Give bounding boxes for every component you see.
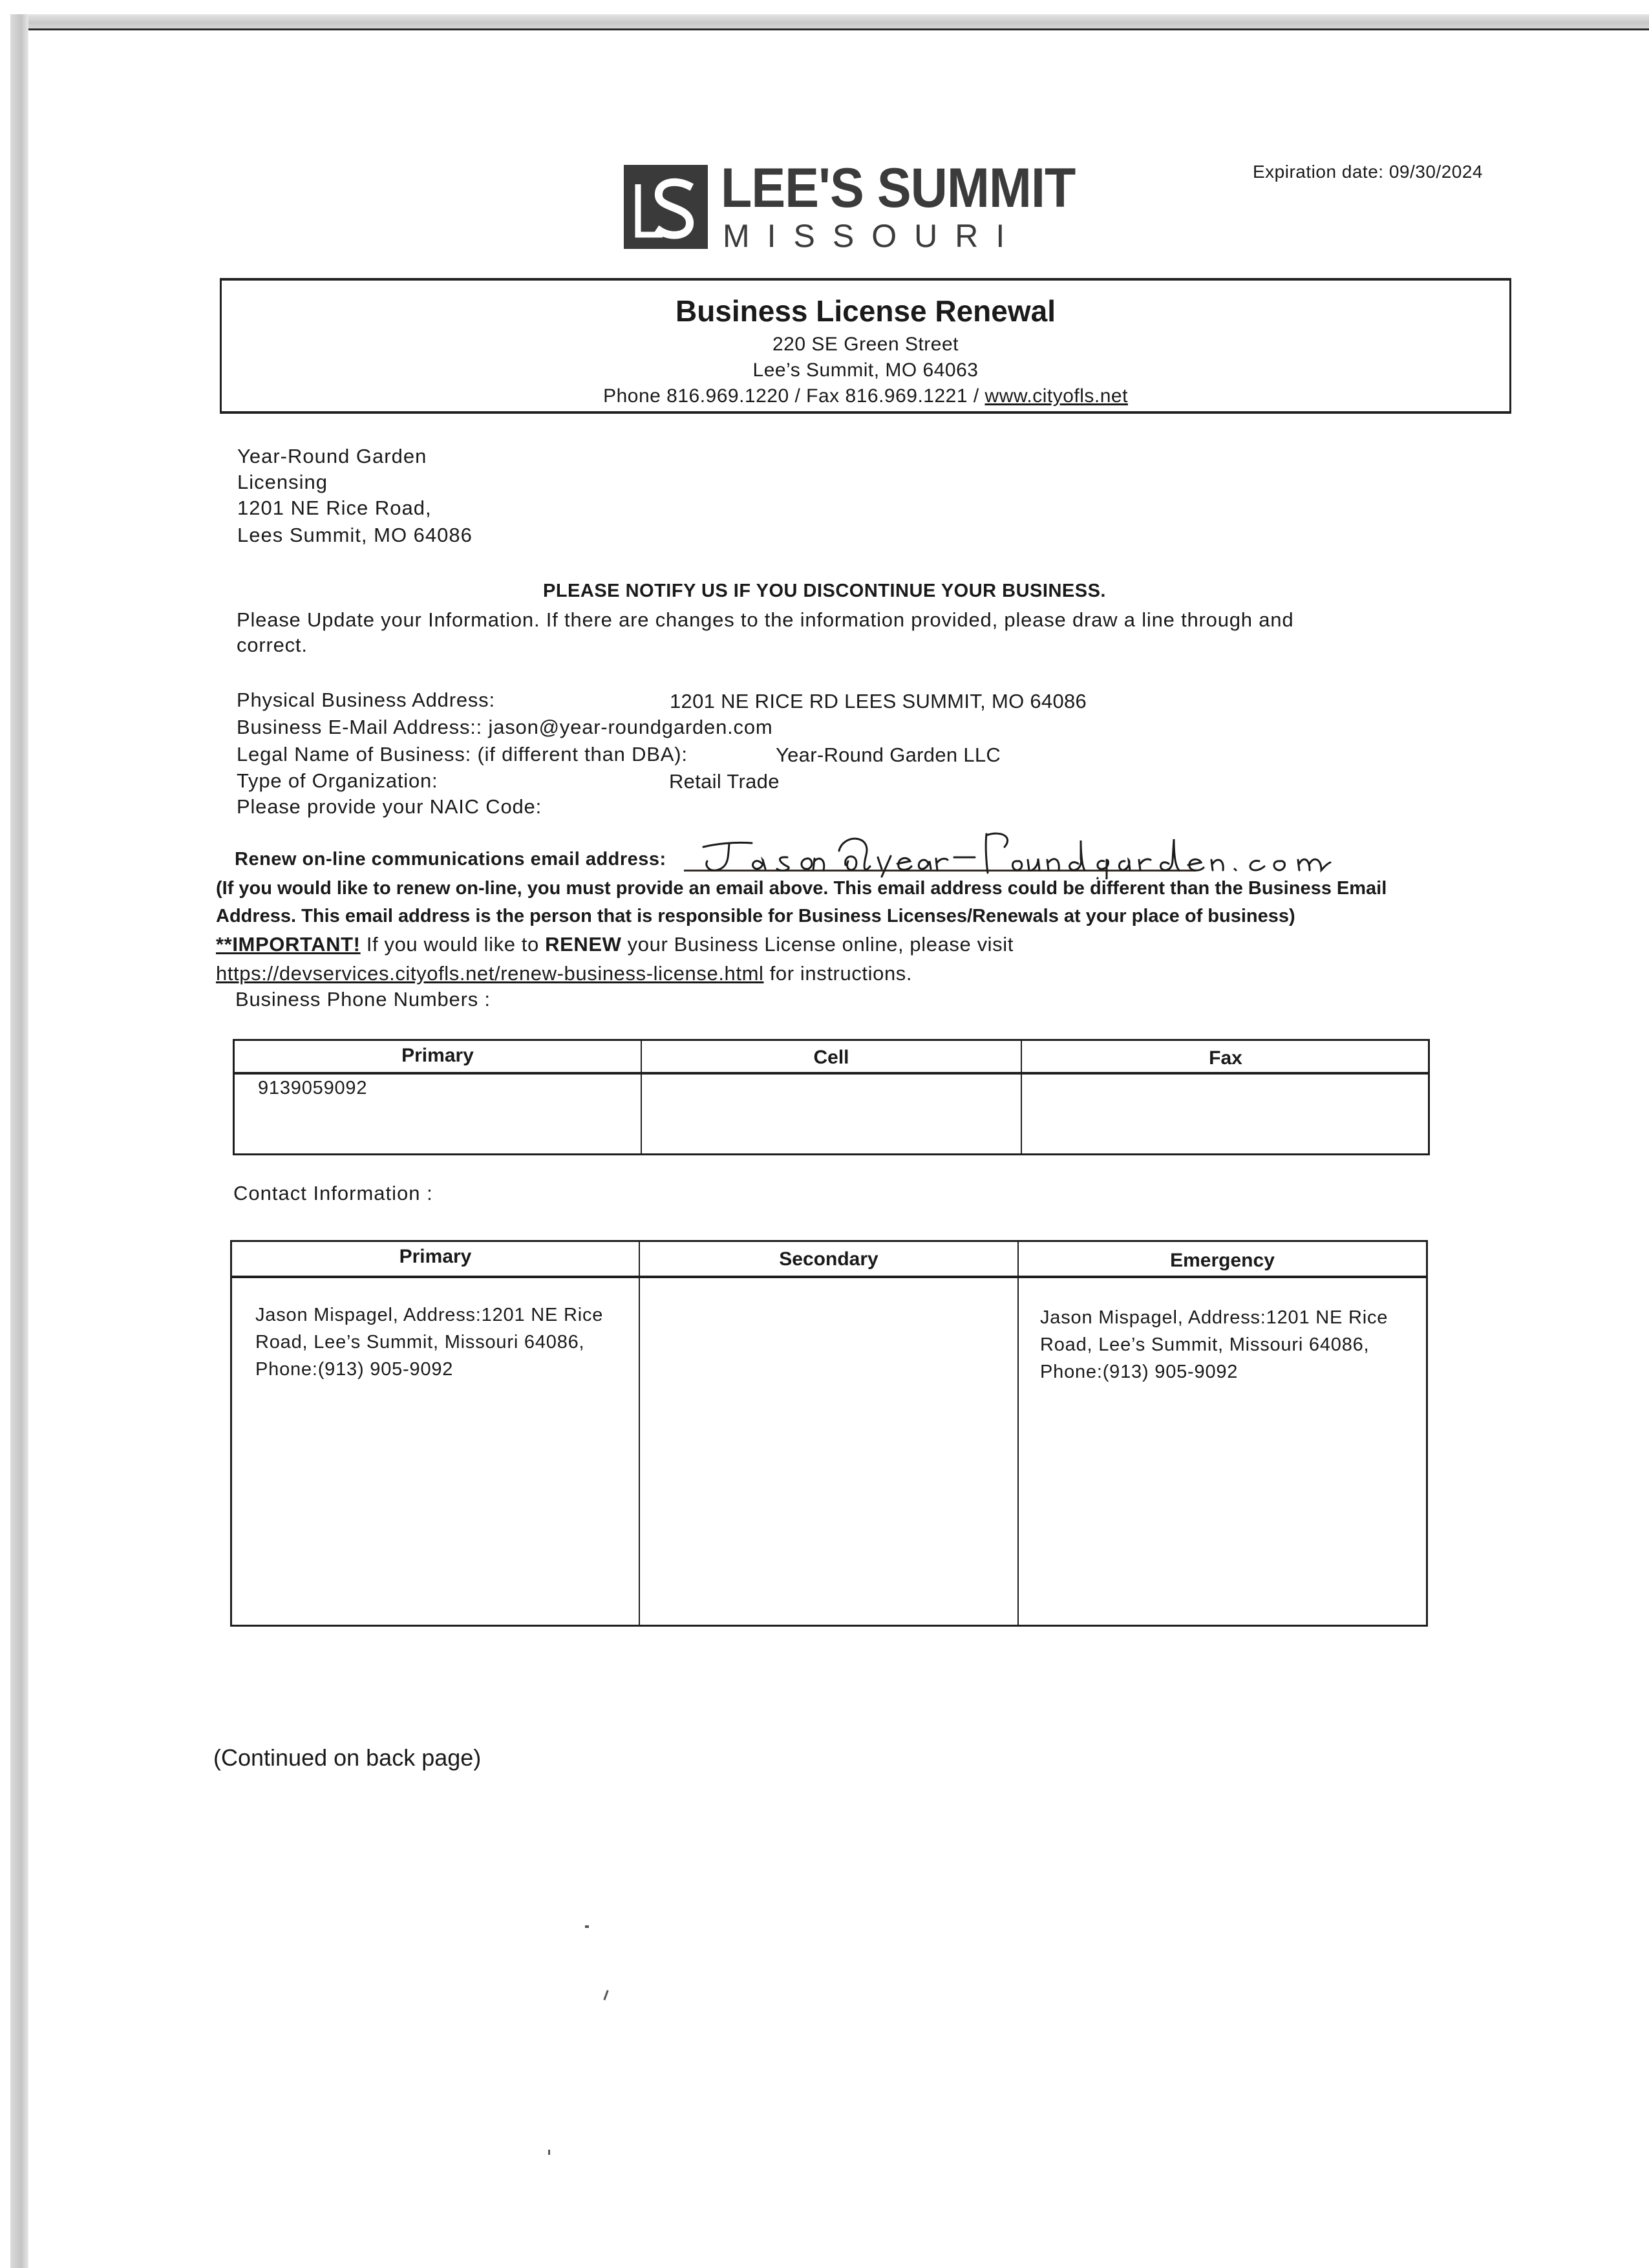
expiration-date: Expiration date: 09/30/2024 — [1253, 162, 1483, 182]
city-logo-icon — [624, 165, 708, 249]
office-city: Lee’s Summit, MO 64063 — [752, 359, 979, 381]
phone-numbers-table — [233, 1039, 1430, 1155]
phone-header-fax: Fax — [1209, 1047, 1242, 1069]
handwritten-email-signature[interactable] — [690, 828, 1476, 879]
contact-emergency-value: Jason Mispagel, Address:1201 NE Rice Road, Lee’s Summit, Missouri 64086, Phone:(913) 905-9092 — [1040, 1307, 1388, 1382]
physical-address-value: 1201 NE RICE RD LEES SUMMIT, MO 64086 — [670, 690, 1087, 712]
scan-shadow-top — [10, 14, 1649, 28]
phone-numbers-label: Business Phone Numbers : — [235, 988, 491, 1011]
naic-code-label: Please provide your NAIC Code: — [237, 795, 542, 818]
contact-header-primary: Primary — [399, 1246, 472, 1267]
office-contact — [222, 385, 1509, 407]
legal-name-value: Year-Round Garden LLC — [776, 744, 1001, 766]
important-label: **IMPORTANT! — [216, 933, 361, 956]
address-business-name: Year-Round Garden — [237, 445, 427, 467]
renew-emphasis: RENEW — [545, 933, 622, 956]
update-instructions: Please Update your Information. If there are changes to the information provided, please draw a line through and — [237, 608, 1294, 631]
renewal-suffix: for instructions. — [763, 962, 913, 985]
scan-speck — [585, 1925, 589, 1928]
contact-information-label: Contact Information : — [233, 1182, 433, 1204]
phone-header-cell: Cell — [813, 1047, 849, 1068]
physical-address-label: Physical Business Address: — [237, 689, 495, 711]
office-street: 220 SE Green Street — [772, 334, 959, 355]
discontinue-notice: PLEASE NOTIFY US IF YOU DISCONTINUE YOUR BUSINESS. — [543, 581, 1106, 601]
organization-type-value: Retail Trade — [669, 770, 780, 793]
form-title: Business License Renewal — [675, 294, 1056, 328]
important-text: If you would like to — [360, 933, 546, 956]
phone-header-primary: Primary — [401, 1045, 474, 1066]
address-city: Lees Summit, MO 64086 — [237, 524, 473, 546]
update-instructions-cont: correct. — [237, 634, 308, 656]
renew-email-note-cont: Address. This email address is the person that is responsible for Business Licenses/Renewals at your place of business) — [216, 906, 1295, 926]
renewal-instructions — [216, 963, 912, 983]
logo-title: LEE'S SUMMIT — [721, 157, 1076, 219]
legal-name-label: Legal Name of Business: (if different than DBA): — [237, 743, 688, 765]
form-header — [220, 278, 1511, 414]
business-email-label — [237, 717, 773, 737]
scan-speck — [603, 1990, 608, 2000]
continued-note: (Continued on back page) — [213, 1744, 482, 1771]
renewal-link[interactable]: https://devservices.cityofls.net/renew-business-license.html — [216, 962, 764, 985]
contact-information-table — [230, 1240, 1428, 1627]
contact-header-emergency: Emergency — [1170, 1250, 1275, 1271]
contact-primary-value: Jason Mispagel, Address:1201 NE Rice Road, Lee’s Summit, Missouri 64086, Phone:(913) 905-9092 — [255, 1305, 604, 1380]
scan-shadow-left — [10, 14, 28, 2268]
phone-primary-value: 9139059092 — [258, 1078, 368, 1098]
renew-email-note: (If you would like to renew on-line, you must provide an email above. This email address could be different than the Business Email — [216, 878, 1387, 899]
contact-header-secondary: Secondary — [779, 1248, 878, 1270]
address-attention: Licensing — [237, 471, 328, 493]
website-link[interactable]: www.cityofls.net — [984, 385, 1128, 407]
renew-email-label: Renew on-line communications email address: — [235, 849, 666, 870]
important-text-cont: your Business License online, please visit — [621, 933, 1014, 956]
address-street: 1201 NE Rice Road, — [237, 497, 432, 519]
logo-subtitle: MISSOURI — [723, 218, 1023, 254]
scan-speck — [548, 2150, 550, 2155]
scan-edge-line — [28, 28, 1649, 30]
column-divider — [639, 1242, 640, 1625]
business-email-value: jason@year-roundgarden.com — [488, 716, 773, 738]
business-email-label-text: Business E-Mail Address:: — [237, 716, 483, 738]
organization-type-label: Type of Organization: — [237, 769, 438, 792]
important-notice — [216, 934, 1014, 954]
office-phone-fax: Phone 816.969.1220 / Fax 816.969.1221 / — [603, 385, 985, 407]
column-divider — [1017, 1242, 1019, 1625]
